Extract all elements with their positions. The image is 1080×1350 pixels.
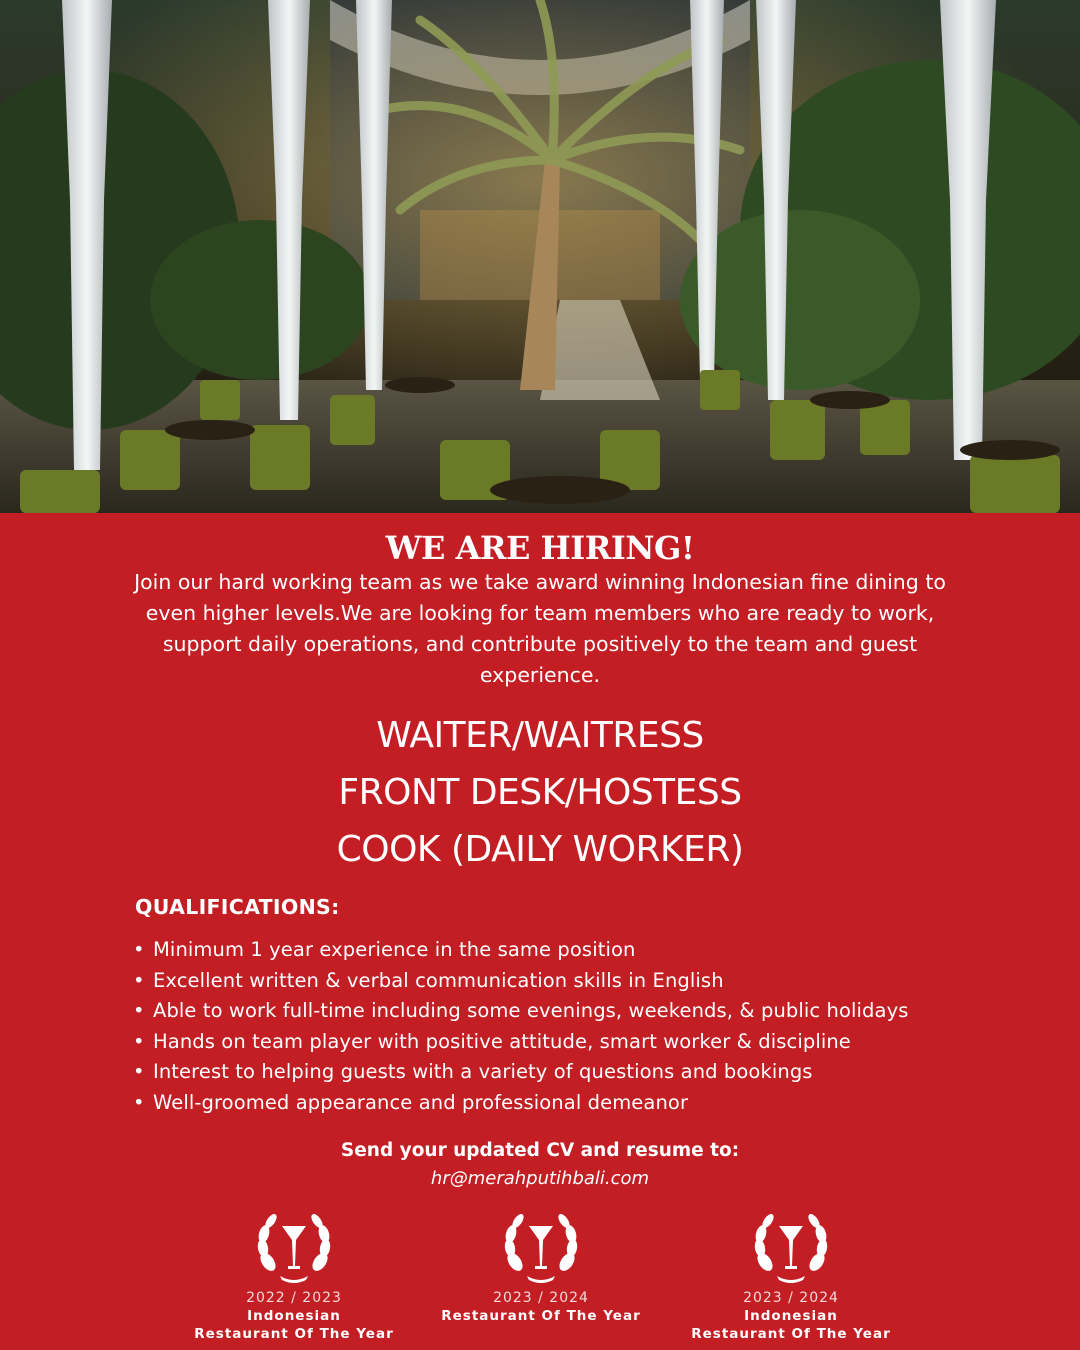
- bullet-icon: •: [133, 938, 145, 961]
- bullet-icon: •: [133, 968, 145, 992]
- bullet-icon: •: [133, 1090, 145, 1114]
- position-item: FRONT DESK/HOSTESS: [338, 772, 742, 813]
- intro-paragraph: Join our hard working team as we take award winning Indonesian fine dining to even higher levels.We are looking for team members who are ready to work, support daily operations, and contribute positively to the team and guest experience.: [134, 570, 946, 687]
- laurel-trophy-icon: [254, 1208, 334, 1286]
- qualification-item: [133, 1057, 1033, 1088]
- position-item: WAITER/WAITRESS: [376, 715, 704, 756]
- position-item: COOK (DAILY WORKER): [336, 829, 744, 870]
- qualification-item: [133, 935, 1033, 966]
- award-badge: [661, 1208, 921, 1342]
- award-year: 2022 / 2023: [246, 1290, 342, 1306]
- qualification-text: Well-groomed appearance and professional demeanor: [153, 1090, 689, 1114]
- award-title-line1: Indonesian: [744, 1308, 838, 1324]
- positions-list: [0, 707, 1080, 878]
- send-cv-label: Send your updated CV and resume to:: [340, 1140, 740, 1161]
- contact-email[interactable]: hr@merahputihbali.com: [430, 1168, 650, 1189]
- headline: WE ARE HIRING!: [385, 529, 695, 567]
- laurel-trophy-icon: [501, 1208, 581, 1286]
- award-badge: [164, 1208, 424, 1342]
- qualification-item: [133, 1088, 1033, 1119]
- award-year: 2023 / 2024: [493, 1290, 589, 1306]
- award-year: 2023 / 2024: [743, 1290, 839, 1306]
- qualification-text: Excellent written & verbal communication skills in English: [153, 968, 724, 992]
- award-title-line1: Restaurant Of The Year: [441, 1308, 641, 1324]
- restaurant-interior-photo: [0, 0, 1080, 513]
- qualification-text: Minimum 1 year experience in the same position: [153, 938, 636, 961]
- qualification-text: Able to work full-time including some evenings, weekends, & public holidays: [153, 999, 909, 1023]
- qualification-item: [133, 966, 1033, 997]
- qualification-text: Hands on team player with positive attitude, smart worker & discipline: [153, 1029, 851, 1053]
- award-title-line2: Restaurant Of The Year: [691, 1326, 891, 1342]
- qualification-item: [133, 996, 1033, 1027]
- bullet-icon: •: [133, 999, 145, 1023]
- qualification-text: Interest to helping guests with a variety of questions and bookings: [153, 1060, 813, 1084]
- qualifications-title: QUALIFICATIONS:: [135, 895, 340, 919]
- bullet-icon: •: [133, 1060, 145, 1084]
- qualification-item: [133, 1027, 1033, 1058]
- award-title-line2: Restaurant Of The Year: [194, 1326, 394, 1342]
- content-panel: [0, 513, 1080, 1350]
- award-badge: [411, 1208, 671, 1326]
- laurel-trophy-icon: [751, 1208, 831, 1286]
- bullet-icon: •: [133, 1029, 145, 1053]
- award-title-line1: Indonesian: [247, 1308, 341, 1324]
- qualifications-list: [133, 935, 1033, 1119]
